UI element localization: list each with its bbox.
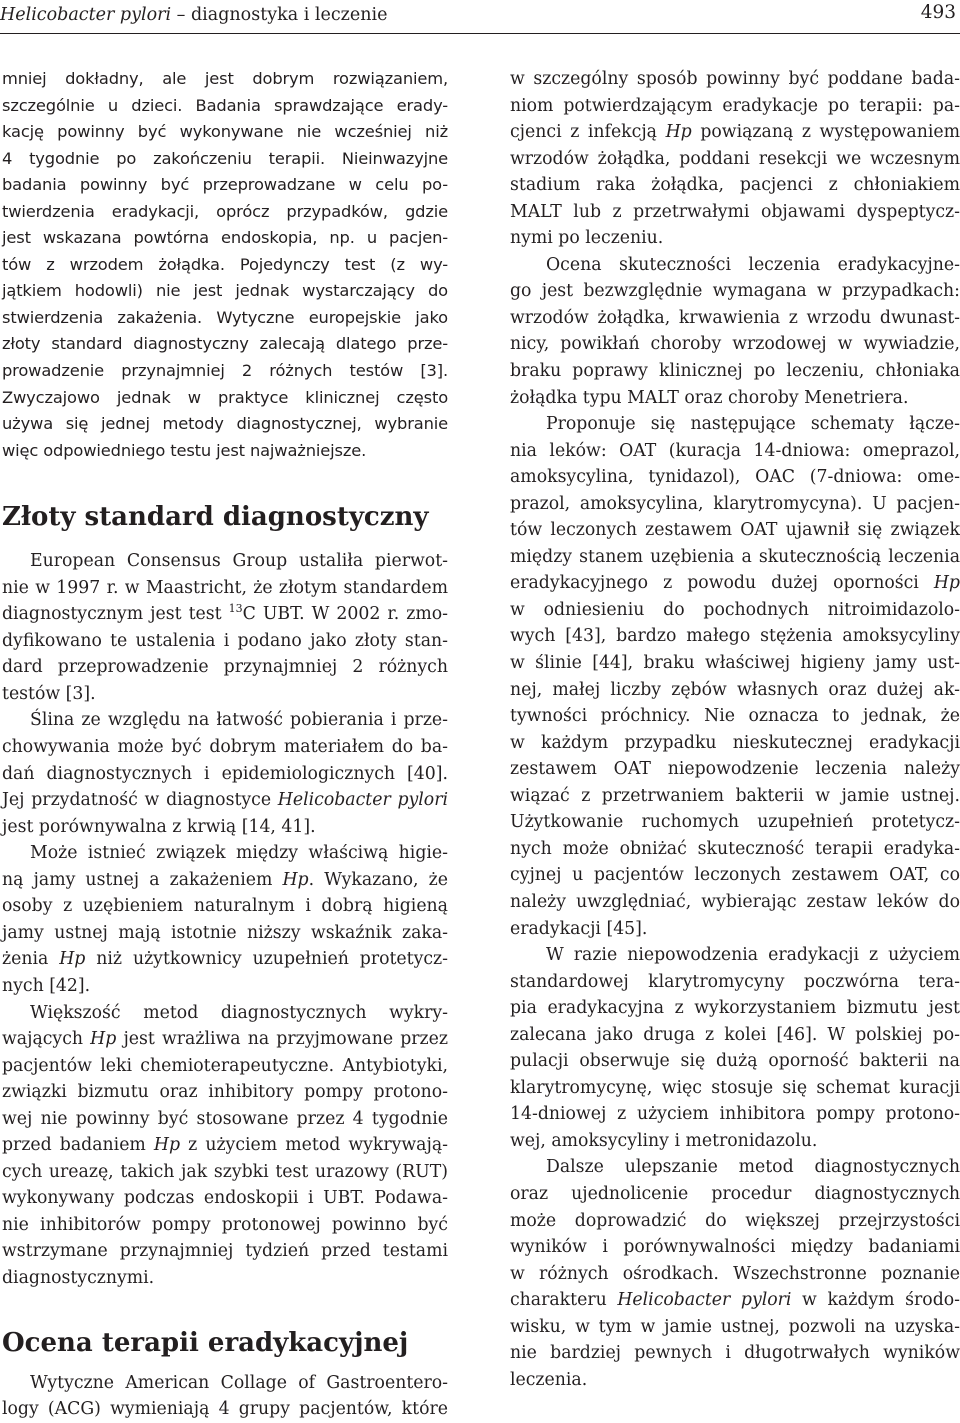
paragraph [510, 411, 960, 942]
text-line: jest wskazana powtórna endoskopia, np. u pacjen- [2, 228, 448, 248]
running-head-title-rest: – diagnostyka i leczenie [171, 5, 388, 25]
text-line: pulacji obserwuje się dużą oporność bakterii na [510, 1051, 960, 1072]
text-line: wstrzymane przynajmniej tydzień przed testami [2, 1241, 448, 1262]
text-line: nicy, powikłań choroby wrzodowej w wywiadzie, [510, 334, 960, 355]
text-line: nie bardziej pewnych i długotrwałych wyników [510, 1343, 960, 1364]
text-line: Użytkowanie ruchomych uzupełnień protetycz- [510, 812, 960, 833]
text-fragment: jest wrażliwa na przyjmowane przez [116, 1029, 448, 1050]
text-line: Większość metod diagnostycznych wykry- [30, 1002, 448, 1023]
text-line: tów z wrzodem żołądka. Pojedynczy test (z wy- [2, 254, 448, 274]
text-line: nie inhibitorów pompy protonowej powinno być [2, 1214, 448, 1235]
running-head [0, 0, 960, 34]
text-line [2, 946, 448, 973]
text-line: Zwyczajowo jednak w praktyce klinicznej często [2, 387, 448, 407]
text-line: stwierdzenia zakażenia. Wytyczne europejskie jako [2, 307, 448, 327]
text-fragment: Jej przydatność w diagnostyce [2, 790, 278, 811]
paragraph [510, 66, 960, 252]
text-fragment: niż użytkownicy uzupełnień protetycz- [85, 949, 448, 970]
paragraph [2, 1000, 448, 1292]
text-line: wych [43], bardzo małego stężenia amoksycyliny [510, 626, 960, 647]
text-line [2, 601, 448, 628]
text-line: testów [3]. [2, 683, 96, 704]
text-line: chowywania może być dobrym materiałem do ba- [2, 737, 448, 758]
text-line: w ślinie [44], braku właściwej higieny jamy ust- [510, 653, 960, 674]
text-line: żołądka typu MALT oraz choroby Menetriera. [510, 387, 909, 408]
text-line: w każdym przypadku nieskutecznej eradykacji [510, 732, 960, 753]
text-fragment: diagnostycznym jest test [2, 604, 229, 625]
text-line: prazol, amoksycylina, klarytromycyna). U pacjen- [510, 493, 960, 514]
text-line: tów leczonych zestawem OAT ujawnił się związek [510, 520, 960, 541]
text-line: MALT lub z przetrwałymi objawami dyspeptycz- [510, 201, 960, 222]
paragraph [2, 1370, 448, 1423]
text-line: nia leków: OAT (kuracja 14-dniowa: omeprazol, [510, 440, 960, 461]
text-line: badania powinny być przeprowadzane w celu po- [2, 175, 448, 195]
text-fragment: eradykacyjnego z powodu dużej oporności [510, 573, 934, 594]
text-line: Może istnieć związek między właściwą higie- [30, 843, 448, 864]
text-fragment: wających [2, 1029, 91, 1050]
text-line: tywności próchnicy. Nie oznacza to jednak, że [510, 706, 960, 727]
text-line: Wytyczne American Collage of Gastroentero- [30, 1372, 448, 1393]
section-heading-therapy-assessment: Ocena terapii eradykacyjnej [2, 1327, 409, 1358]
text-line: wej, amoksycyliny i metronidazolu. [510, 1130, 818, 1151]
text-line: wej nie powinny być stosowane przez 4 tygodnie [2, 1108, 448, 1129]
text-line: Proponuje się następujące schematy łącze- [546, 414, 960, 435]
text-line: pacjentów leki chemioterapeutyczne. Antybiotyki, [2, 1055, 448, 1076]
text-line: w szczególny sposób powinny być poddane bada- [510, 69, 960, 89]
paragraph [2, 840, 448, 999]
text-line: 4 tygodnie po zakończeniu terapii. Nieinwazyjne [2, 148, 448, 168]
text-fragment: . Wykazano, że [308, 869, 448, 890]
text-line: klarytromycynę, więc stosuje się schemat kuracji [510, 1077, 960, 1098]
italic-term: Hp [282, 869, 309, 890]
text-line: jątkiem hodowli) nie jest jednak wystarczający do [2, 281, 448, 301]
text-line: eradykacji [45]. [510, 918, 648, 939]
text-line [2, 1026, 448, 1053]
text-fragment: C UBT. W 2002 r. zmo- [242, 604, 448, 625]
text-line: wisku, w tym w jamie ustnej, pozwoli na uzyska- [510, 1316, 960, 1337]
text-line: jest porównywalna z krwią [14, 41]. [2, 816, 316, 837]
paragraph [510, 252, 960, 411]
text-fragment: cjenci z infekcją [510, 122, 666, 143]
text-line: wykonywany podczas endoskopii i UBT. Podawa- [2, 1188, 448, 1209]
text-line: może doprowadzić do większej przejrzystości [510, 1210, 960, 1231]
text-line: niom potwierdzającym eradykacje po terapii: pa- [510, 95, 960, 116]
text-line: dard przeprowadzenie przynajmniej 2 różnych [2, 657, 448, 678]
paragraph [510, 1154, 960, 1393]
text-line: wrzodów żołądka, krwawienia z wrzodu dwunast- [510, 307, 960, 328]
text-fragment: żenia [2, 949, 60, 970]
text-line: zestawem OAT niepowodzenie leczenia należy [510, 759, 960, 780]
text-line: dyfikowano te ustalenia i podano jako złoty stan- [2, 630, 448, 651]
page-number: 493 [920, 2, 956, 23]
text-line [510, 119, 960, 146]
text-line: nych [42]. [2, 975, 91, 996]
text-line: należy uwzględniać, wybierając zestaw leków do [510, 891, 960, 912]
text-line: twierdzenia eradykacji, oprócz przypadków, gdzie [2, 201, 448, 221]
text-line: standardowej klarytromycyny poczwórna tera- [510, 971, 960, 992]
text-fragment: z użyciem metod wykrywają- [180, 1135, 448, 1156]
text-line: wrzodów żołądka, poddani resekcji we wczesnym [510, 148, 960, 169]
italic-term: Helicobacter pylori [617, 1290, 792, 1311]
text-line [2, 1132, 448, 1159]
italic-term: Hp [933, 573, 960, 594]
italic-term: Hp [59, 949, 86, 970]
text-line: wiązać z przetrwaniem bakterii w jamie ustnej. [510, 785, 960, 806]
text-line: w odniesieniu do pochodnych nitroimidazolo- [510, 599, 960, 620]
text-line: więc odpowiedniego testu jest najważniejsze. [2, 440, 367, 460]
left-column [2, 66, 448, 1423]
text-line: złoty standard diagnostyczny zalecają dlatego prze- [2, 334, 448, 354]
text-fragment: charakteru [510, 1290, 618, 1311]
text-line: związki bizmutu oraz inhibitory pompy protono- [2, 1082, 448, 1103]
italic-term: Hp [153, 1135, 181, 1156]
text-line: stadium raka żołądka, pacjenci z chłoniakiem [510, 175, 960, 196]
text-line [510, 570, 960, 597]
text-line: zalecana jako druga z kolei [46]. W polskiej po- [510, 1024, 960, 1045]
text-line: diagnostycznymi. [2, 1267, 155, 1288]
text-line: nymi po leczeniu. [510, 228, 664, 249]
text-fragment: w każdym środo- [791, 1290, 960, 1311]
text-line: 14-dniowej z użyciem inhibitora pompy protono- [510, 1104, 960, 1125]
italic-term: Hp [90, 1029, 117, 1050]
text-line: kację powinny być wykonywane nie wcześniej niż [2, 122, 448, 142]
running-head-title-italic: Helicobacter pylori [0, 5, 172, 25]
text-line: European Consensus Group ustaliła pierwot- [30, 551, 448, 572]
text-line: mniej dokładny, ale jest dobrym rozwiązaniem, [2, 69, 448, 88]
paragraph [2, 548, 448, 707]
text-line: Dalsze ulepszanie metod diagnostycznych [546, 1157, 960, 1178]
text-fragment: powiązaną z występowaniem [691, 122, 960, 143]
text-line: go jest bezwzględnie wymagana w przypadkach: [510, 281, 960, 302]
text-line: W razie niepowodzenia eradykacji z użyciem [546, 945, 960, 966]
text-line: nej, małej liczby zębów własnych oraz dużej ak- [510, 679, 960, 700]
text-line: nie w 1997 r. w Maastricht, że złotym standardem [2, 577, 448, 598]
text-line: oraz ujednolicenie procedur diagnostycznych [510, 1183, 960, 1204]
text-fragment: przed badaniem [2, 1135, 154, 1156]
text-line: szczególnie u dzieci. Badania sprawdzające erady- [2, 95, 448, 115]
text-line: amoksycylina, tynidazol), OAC (7-dniowa: ome- [510, 467, 960, 488]
text-line: cych ureazę, takich jak szybki test urazowy (RUT) [2, 1161, 448, 1182]
italic-term: Helicobacter pylori [277, 790, 448, 811]
intro-paragraph [2, 66, 448, 464]
text-line: w różnych ośrodkach. Wszechstronne poznanie [510, 1263, 960, 1284]
text-line: nych może obniżać skuteczność terapii eradyka- [510, 838, 960, 859]
text-line: leczenia. [510, 1369, 588, 1390]
text-line: wyników i porównywalności między badaniami [510, 1237, 960, 1258]
text-line: jamy ustnej mają istotnie niższy wskaźnik zaka- [2, 922, 448, 943]
text-line: Ocena skuteczności leczenia eradykacyjne- [546, 254, 960, 275]
running-head-title [0, 5, 387, 25]
text-line: dań diagnostycznych i epidemiologicznych [40]. [2, 763, 448, 784]
text-line: pia eradykacyjna z wykorzystaniem bizmutu jest [510, 998, 960, 1019]
text-line: logy (ACG) wymieniają 4 grupy pacjentów, które [2, 1399, 448, 1420]
superscript: 13 [228, 602, 243, 616]
paragraph [510, 942, 960, 1154]
text-line: braku poprawy klinicznej po leczeniu, chłoniaka [510, 361, 960, 382]
paragraph [2, 707, 448, 840]
text-line: prowadzenie przynajmniej 2 różnych testów [3]. [2, 361, 448, 381]
right-column [510, 66, 960, 1393]
text-line [510, 1287, 960, 1314]
text-line: Ślina ze względu na łatwość pobierania i prze- [30, 710, 448, 731]
text-line [2, 787, 448, 814]
italic-term: Hp [665, 122, 692, 143]
section-heading-gold-standard: Złoty standard diagnostyczny [2, 502, 429, 533]
text-line: używa się jednej metody diagnostycznej, wybranie [2, 414, 448, 434]
text-fragment: ną jamy ustnej a zakażeniem [2, 869, 283, 890]
text-line: między stanem uzębienia a skutecznością leczenia [510, 546, 960, 567]
text-line [2, 867, 448, 894]
text-line: cyjnej u pacjentów leczonych zestawem OAT, co [510, 865, 960, 886]
text-line: osoby z uzębieniem naturalnym i dobrą higieną [2, 896, 448, 917]
